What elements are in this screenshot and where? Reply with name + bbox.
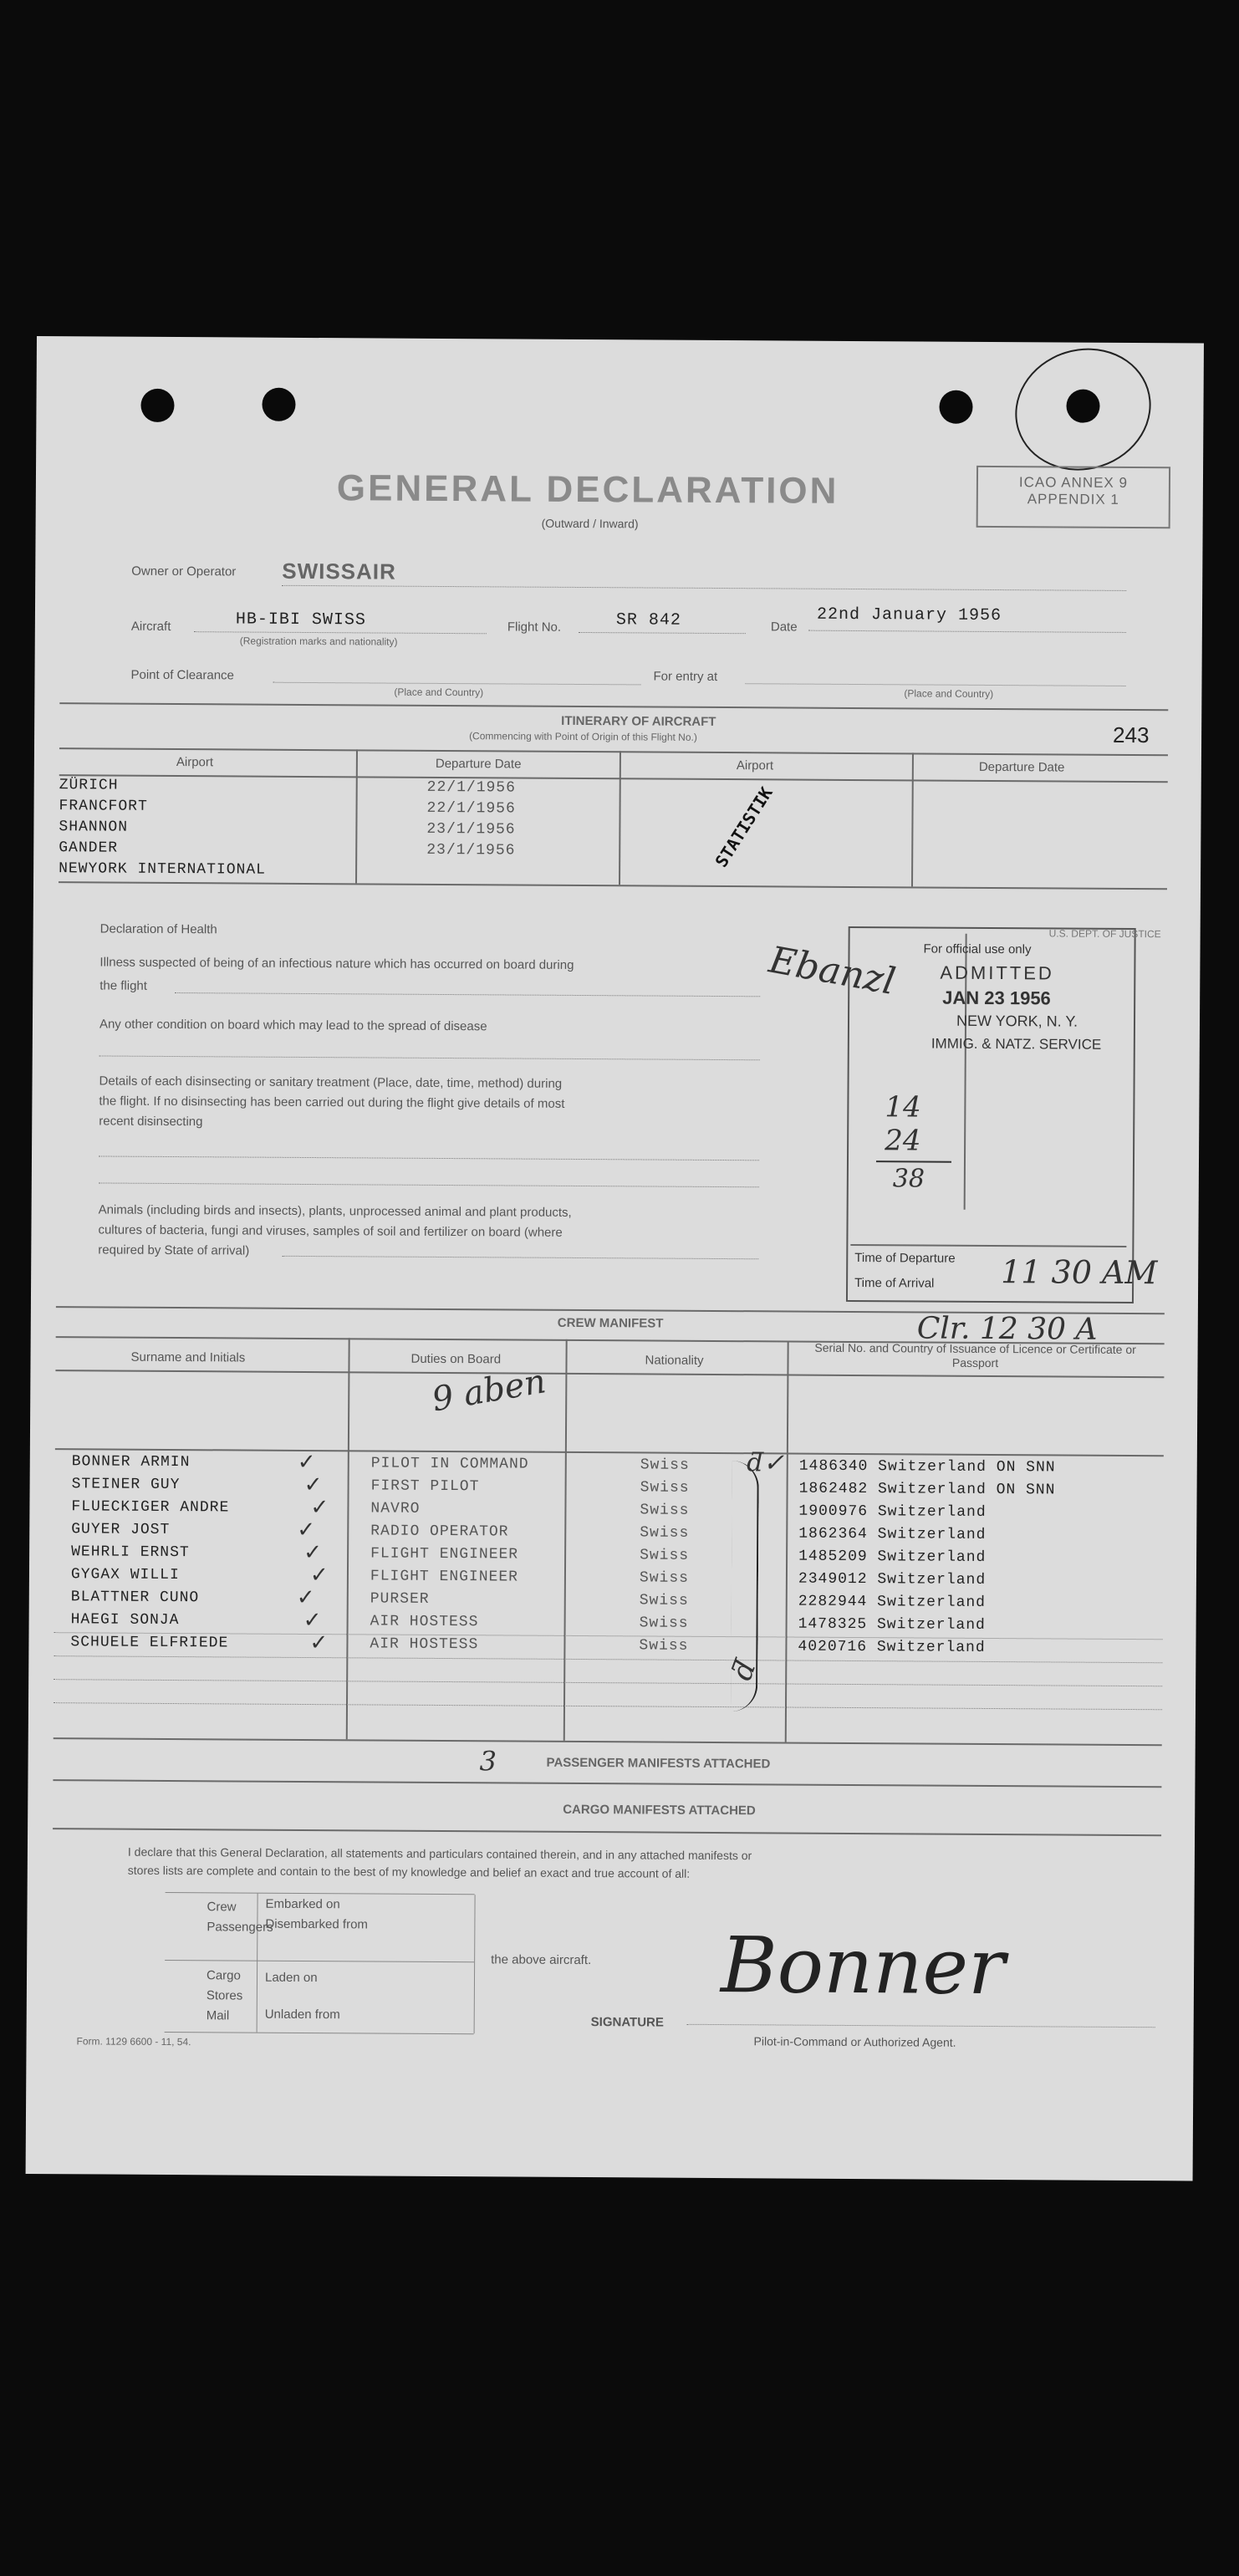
declaration-cargo: Cargo xyxy=(206,1968,241,1983)
health-animals-line3: required by State of arrival) xyxy=(98,1242,250,1258)
itinerary-title: ITINERARY OF AIRCRAFT xyxy=(561,713,716,729)
flight-value: SR 842 xyxy=(615,610,682,630)
passenger-manifest-count: 3 xyxy=(479,1745,497,1778)
owner-label: Owner or Operator xyxy=(131,564,237,579)
statistik-stamp: STATISTIK xyxy=(711,783,777,871)
declaration-laden: Laden on xyxy=(264,1970,318,1986)
crew-hand-note: 9 aben xyxy=(429,1362,549,1420)
flight-label: Flight No. xyxy=(507,620,562,635)
itinerary-airport: ZÜRICH xyxy=(59,777,119,794)
itinerary-col-departure-2: Departure Date xyxy=(978,759,1065,775)
arrival-time-label: Time of Arrival xyxy=(854,1275,935,1291)
itinerary-date: 23/1/1956 xyxy=(426,841,516,860)
declaration-form-sheet xyxy=(26,336,1204,2181)
crew-member-nationality: Swiss xyxy=(640,1502,690,1519)
tally-crew: 14 xyxy=(885,1090,921,1125)
itinerary-subtitle: (Commencing with Point of Origin of this Flight No.) xyxy=(469,730,697,743)
itinerary-airport: FRANCFORT xyxy=(59,798,148,815)
declaration-stores: Stores xyxy=(206,1988,243,2003)
health-condition: Any other condition on board which may lead to the spread of disease xyxy=(99,1017,487,1034)
date-label: Date xyxy=(770,620,798,635)
crew-check-mark: ✓ xyxy=(296,1584,315,1611)
crew-member-nationality: Swiss xyxy=(639,1569,690,1587)
crew-member-nationality: Swiss xyxy=(640,1524,690,1542)
crew-member-duty: RADIO OPERATOR xyxy=(370,1523,509,1541)
crew-check-mark: ✓ xyxy=(310,1495,329,1521)
entry-label: For entry at xyxy=(653,669,718,684)
clearance-caption: (Place and Country) xyxy=(394,686,484,699)
form-title: GENERAL DECLARATION xyxy=(336,467,839,512)
departure-time-label: Time of Departure xyxy=(854,1250,956,1266)
itinerary-date: 22/1/1956 xyxy=(426,778,516,797)
declaration-grid xyxy=(165,1892,475,2034)
nationality-hand-initial: ƌ xyxy=(725,1655,763,1685)
itinerary-airport: GANDER xyxy=(59,839,119,857)
health-animals-line1: Animals (including birds and insects), plants, unprocessed animal and plant products, xyxy=(98,1202,572,1220)
crew-member-licence: 1486340 Switzerland ON SNN xyxy=(798,1457,1056,1477)
crew-member-duty: AIR HOSTESS xyxy=(370,1613,479,1631)
declaration-line1: I declare that this General Declaration, all statements and particulars contained therein, and in any attached manifests or xyxy=(127,1844,752,1863)
crew-check-mark: ✓ xyxy=(297,1517,316,1543)
crew-member-name: FLUECKIGER ANDRE xyxy=(71,1498,230,1517)
itinerary-col-airport-2: Airport xyxy=(736,758,774,773)
crew-member-duty: PURSER xyxy=(370,1590,430,1608)
official-use-label: For official use only xyxy=(923,941,1032,957)
date-value: 22nd January 1956 xyxy=(816,604,1002,626)
crew-member-name: BLATTNER CUNO xyxy=(70,1589,200,1607)
aircraft-label: Aircraft xyxy=(130,619,171,634)
cargo-manifest-label: CARGO MANIFESTS ATTACHED xyxy=(563,1802,756,1819)
annex-line: ICAO ANNEX 9 xyxy=(1018,474,1129,491)
clearance-hand-note: Clr. 12 30 A xyxy=(916,1311,1098,1347)
appendix-line: APPENDIX 1 xyxy=(1027,491,1119,508)
crew-member-nationality: Swiss xyxy=(640,1456,690,1474)
declaration-embarked: Embarked on xyxy=(265,1896,340,1912)
crew-member-licence: 2349012 Switzerland xyxy=(798,1570,987,1589)
crew-col-nationality: Nationality xyxy=(645,1353,704,1368)
tally-total: 38 xyxy=(892,1164,925,1194)
crew-member-licence: 1900976 Switzerland xyxy=(798,1502,987,1521)
crew-member-licence: 4020716 Switzerland xyxy=(798,1638,986,1656)
admitted-city: NEW YORK, N. Y. xyxy=(956,1012,1078,1030)
declaration-unladen: Unladen from xyxy=(264,2007,340,2023)
annex-box xyxy=(976,466,1170,528)
punch-hole xyxy=(939,390,972,424)
nationality-check-mark: ƌ✓ xyxy=(747,1448,785,1478)
immigration-service: IMMIG. & NATZ. SERVICE xyxy=(931,1035,1102,1053)
pilot-signature: Bonner xyxy=(720,1921,1006,2012)
crew-col-licence: Serial No. and Country of Issuance of Licence or Certificate or Passport xyxy=(814,1340,1136,1370)
registration-caption: (Registration marks and nationality) xyxy=(239,635,398,648)
tally-passengers: 24 xyxy=(885,1124,921,1158)
crew-member-duty: AIR HOSTESS xyxy=(370,1635,479,1654)
admitted-stamp: ADMITTED xyxy=(940,962,1054,984)
health-title: Declaration of Health xyxy=(99,921,217,937)
crew-member-licence: 1862364 Switzerland xyxy=(798,1525,987,1543)
clearance-label: Point of Clearance xyxy=(130,667,234,683)
declaration-mail: Mail xyxy=(206,2008,230,2023)
itinerary-col-airport: Airport xyxy=(176,755,214,770)
form-subtitle: (Outward / Inward) xyxy=(541,516,639,531)
health-illness-line2: the flight xyxy=(99,978,148,993)
declaration-crew: Crew xyxy=(206,1900,237,1915)
page-number: 243 xyxy=(1113,722,1150,748)
crew-col-name: Surname and Initials xyxy=(130,1349,246,1365)
signature-caption: Pilot-in-Command or Authorized Agent. xyxy=(753,2034,956,2049)
declaration-above-aircraft: the above aircraft. xyxy=(491,1952,592,1968)
crew-member-nationality: Swiss xyxy=(640,1547,690,1564)
crew-member-name: WEHRLI ERNST xyxy=(71,1543,190,1562)
declaration-line2: stores lists are complete and contain to the best of my knowledge and belief an exact and true account of all: xyxy=(127,1863,691,1880)
crew-member-licence: 1862482 Switzerland ON SNN xyxy=(798,1480,1056,1499)
owner-value: SWISSAIR xyxy=(282,558,396,584)
itinerary-col-departure: Departure Date xyxy=(435,756,522,772)
dept-stamp-line: U.S. DEPT. OF JUSTICE xyxy=(1048,927,1161,941)
crew-member-licence: 2282944 Switzerland xyxy=(798,1593,987,1611)
crew-check-mark: ✓ xyxy=(303,1472,323,1498)
crew-col-duties: Duties on Board xyxy=(410,1351,502,1367)
signature-label: SIGNATURE xyxy=(590,2015,664,2030)
crew-member-duty: PILOT IN COMMAND xyxy=(370,1455,529,1473)
punch-hole xyxy=(140,389,174,422)
crew-member-duty: NAVRO xyxy=(370,1500,421,1518)
crew-member-name: BONNER ARMIN xyxy=(71,1453,191,1472)
crew-manifest-title: CREW MANIFEST xyxy=(557,1315,664,1331)
health-disinsect-line3: recent disinsecting xyxy=(99,1114,203,1130)
crew-member-name: SCHUELE ELFRIEDE xyxy=(70,1634,229,1652)
punch-hole xyxy=(262,388,295,421)
itinerary-date: 23/1/1956 xyxy=(426,820,516,839)
crew-check-mark: ✓ xyxy=(309,1630,329,1656)
crew-check-mark: ✓ xyxy=(309,1563,329,1589)
crew-member-nationality: Swiss xyxy=(640,1479,690,1497)
passenger-manifest-label: PASSENGER MANIFESTS ATTACHED xyxy=(546,1755,771,1772)
crew-member-nationality: Swiss xyxy=(639,1592,689,1609)
crew-member-name: HAEGI SONJA xyxy=(70,1611,180,1630)
declaration-passengers: Passengers xyxy=(206,1920,273,1935)
crew-member-duty: FLIGHT ENGINEER xyxy=(370,1545,519,1563)
crew-member-nationality: Swiss xyxy=(639,1614,689,1632)
aircraft-value: HB-IBI SWISS xyxy=(235,610,367,630)
itinerary-airport: NEWYORK INTERNATIONAL xyxy=(59,860,267,879)
crew-member-duty: FIRST PILOT xyxy=(370,1477,480,1496)
itinerary-airport: SHANNON xyxy=(59,819,129,836)
crew-check-mark: ✓ xyxy=(297,1449,316,1476)
crew-member-name: STEINER GUY xyxy=(71,1476,181,1494)
crew-member-name: GUYER JOST xyxy=(71,1521,171,1538)
entry-caption: (Place and Country) xyxy=(904,687,994,700)
arrival-time-value: 11 30 AM xyxy=(1001,1253,1158,1292)
health-disinsect-line2: the flight. If no disinsecting has been carried out during the flight give details of most xyxy=(99,1094,565,1111)
crew-member-nationality: Swiss xyxy=(639,1637,689,1655)
health-illness-line1: Illness suspected of being of an infectious nature which has occurred on board during xyxy=(99,955,574,972)
admitted-date: JAN 23 1956 xyxy=(942,987,1051,1009)
handwritten-inspector: Ebanzl xyxy=(766,938,899,1004)
crew-check-mark: ✓ xyxy=(303,1607,322,1634)
health-animals-line2: cultures of bacteria, fungi and viruses, samples of soil and fertilizer on board (where xyxy=(98,1222,563,1240)
crew-member-duty: FLIGHT ENGINEER xyxy=(370,1568,519,1586)
crew-member-name: GYGAX WILLI xyxy=(70,1566,180,1584)
form-code: Form. 1129 6600 - 11, 54. xyxy=(76,2035,191,2048)
itinerary-date: 22/1/1956 xyxy=(426,799,516,818)
health-disinsect-line1: Details of each disinsecting or sanitary treatment (Place, date, time, method) during xyxy=(99,1074,563,1091)
circled-page-mark xyxy=(1000,331,1167,487)
crew-check-mark: ✓ xyxy=(303,1539,323,1566)
declaration-disembarked: Disembarked from xyxy=(265,1916,369,1932)
crew-member-licence: 1485209 Switzerland xyxy=(798,1548,987,1566)
crew-member-licence: 1478325 Switzerland xyxy=(798,1615,986,1634)
